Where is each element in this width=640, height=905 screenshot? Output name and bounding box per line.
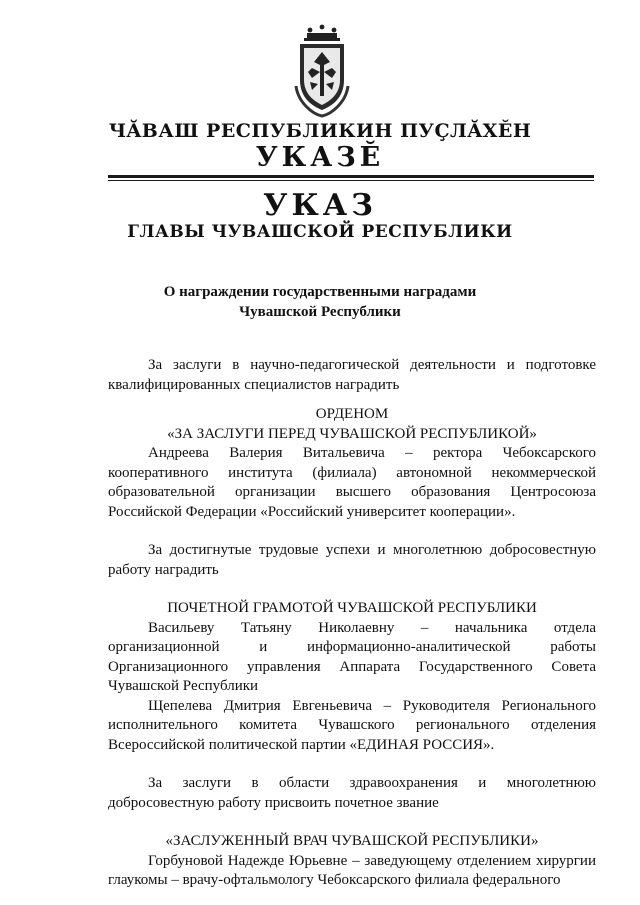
decree-body (108, 356, 596, 891)
section-3-award-line-1: «ЗАСЛУЖЕННЫЙ ВРАЧ ЧУВАШСКОЙ РЕСПУБЛИКИ» (165, 833, 539, 849)
section-2-award-line-1: ПОЧЕТНОЙ ГРАМОТОЙ ЧУВАШСКОЙ РЕСПУБЛИКИ (167, 600, 537, 616)
header-rule-thick (108, 175, 594, 178)
section-3-recipient-1: Горбуновой Надежде Юрьевне – заведующему отделением хирургии глаукомы – врачу-офтальмологу Чебоксарского филиала федерального (108, 852, 596, 888)
head-of-republic-line: ГЛАВЫ ЧУВАШСКОЙ РЕСПУБЛИКИ (127, 222, 513, 242)
section-2-recipient-1: Васильеву Татьяну Николаевну – начальника отдела организационной и информационно-аналитической работы Организационного управления Аппарата Государственного Совета Чувашской Республики (108, 619, 596, 694)
section-1-recipient-1: Андреева Валерия Витальевича – ректора Чебоксарского кооперативного института (филиала) автономной некоммерческой образовательной организации высшего образования Центросоюза Российской Федерации «Российский университет кооперации». (108, 445, 596, 520)
header-rule-thin (108, 180, 594, 181)
section-2-recipient-2: Щепелева Дмитрия Евгеньевича – Руководителя Регионального исполнительного комитета Чувашского регионального отделения Всероссийской политической партии «ЕДИНАЯ РОССИЯ». (108, 697, 596, 753)
decree-word: УКАЗ (263, 188, 377, 223)
section-3-intro: За заслуги в области здравоохранения и многолетнюю добросовестную работу присвоить почетное звание (108, 775, 596, 811)
section-1-intro: За заслуги в научно-педагогической деятельности и подготовке квалифицированных специалистов наградить (108, 357, 596, 393)
section-1-award-line-1: ОРДЕНОМ (315, 406, 389, 422)
title-line-1: О награждении государственными наградами (163, 284, 477, 300)
chuvash-coat-of-arms-emblem (290, 22, 354, 118)
title-line-2: Чувашской Республики (239, 304, 401, 320)
section-1-award-line-2: «ЗА ЗАСЛУГИ ПЕРЕД ЧУВАШСКОЙ РЕСПУБЛИКОЙ» (167, 425, 537, 442)
document-title (150, 282, 490, 322)
chuvash-header-line: ЧĂВАШ РЕСПУБЛИКИН ПУÇЛĂХĔН (108, 120, 532, 142)
chuvash-decree-word: УКАЗĔ (255, 142, 385, 173)
section-2-intro: За достигнутые трудовые успехи и многолетнюю добросовестную работу наградить (108, 542, 596, 578)
